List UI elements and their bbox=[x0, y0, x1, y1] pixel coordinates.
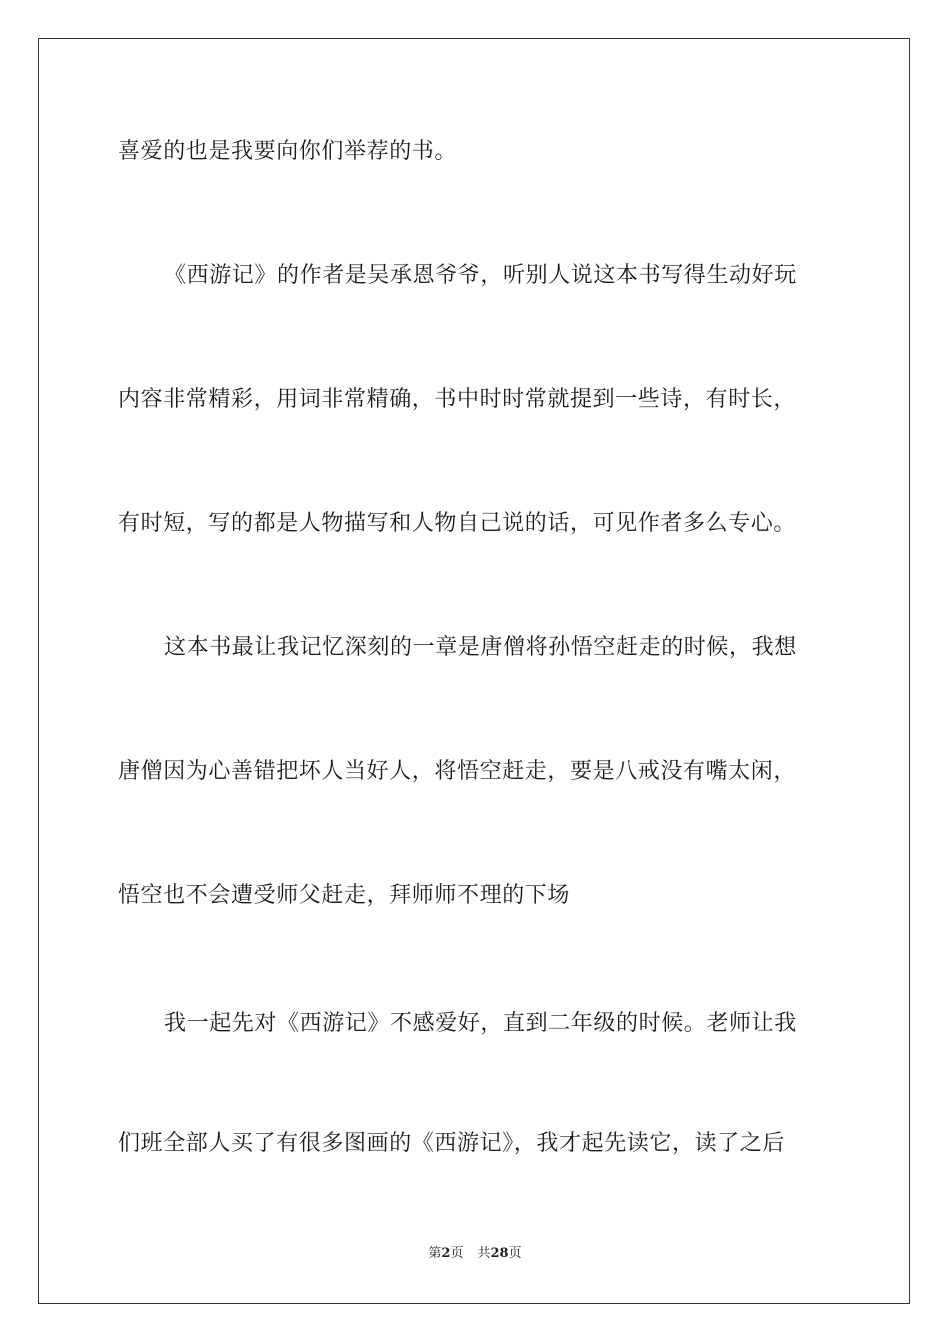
page-footer bbox=[0, 1245, 950, 1263]
page-label-suffix: 页 bbox=[450, 1246, 464, 1261]
page-label-prefix: 第 bbox=[428, 1246, 442, 1261]
text-line: 们班全部人买了有很多图画的《西游记》，我才起先读它，读了之后 bbox=[118, 1131, 786, 1156]
total-label-suffix: 页 bbox=[508, 1246, 522, 1261]
total-label-prefix: 共 bbox=[477, 1246, 491, 1261]
page-border bbox=[38, 38, 910, 1304]
paragraph-start-line: 这本书最让我记忆深刻的一章是唐僧将孙悟空赶走的时候，我想 bbox=[164, 635, 797, 660]
text-line: 有时短，写的都是人物描写和人物自己说的话，可见作者多么专心。 bbox=[118, 511, 797, 536]
text-line: 悟空也不会遭受师父赶走，拜师师不理的下场 bbox=[118, 883, 571, 908]
text-line: 唐僧因为心善错把坏人当好人，将悟空赶走，要是八戒没有嘴太闲， bbox=[118, 759, 797, 784]
current-page-number: 2 bbox=[441, 1246, 451, 1261]
paragraph-start-line: 《西游记》的作者是吴承恩爷爷，听别人说这本书写得生动好玩 bbox=[164, 263, 797, 288]
total-pages-number: 28 bbox=[490, 1246, 509, 1261]
text-line: 内容非常精彩，用词非常精确，书中时时常就提到一些诗，有时长， bbox=[118, 387, 797, 412]
text-line: 喜爱的也是我要向你们举荐的书。 bbox=[118, 139, 458, 164]
paragraph-start-line: 我一起先对《西游记》不感爱好，直到二年级的时候。老师让我 bbox=[164, 1011, 797, 1036]
